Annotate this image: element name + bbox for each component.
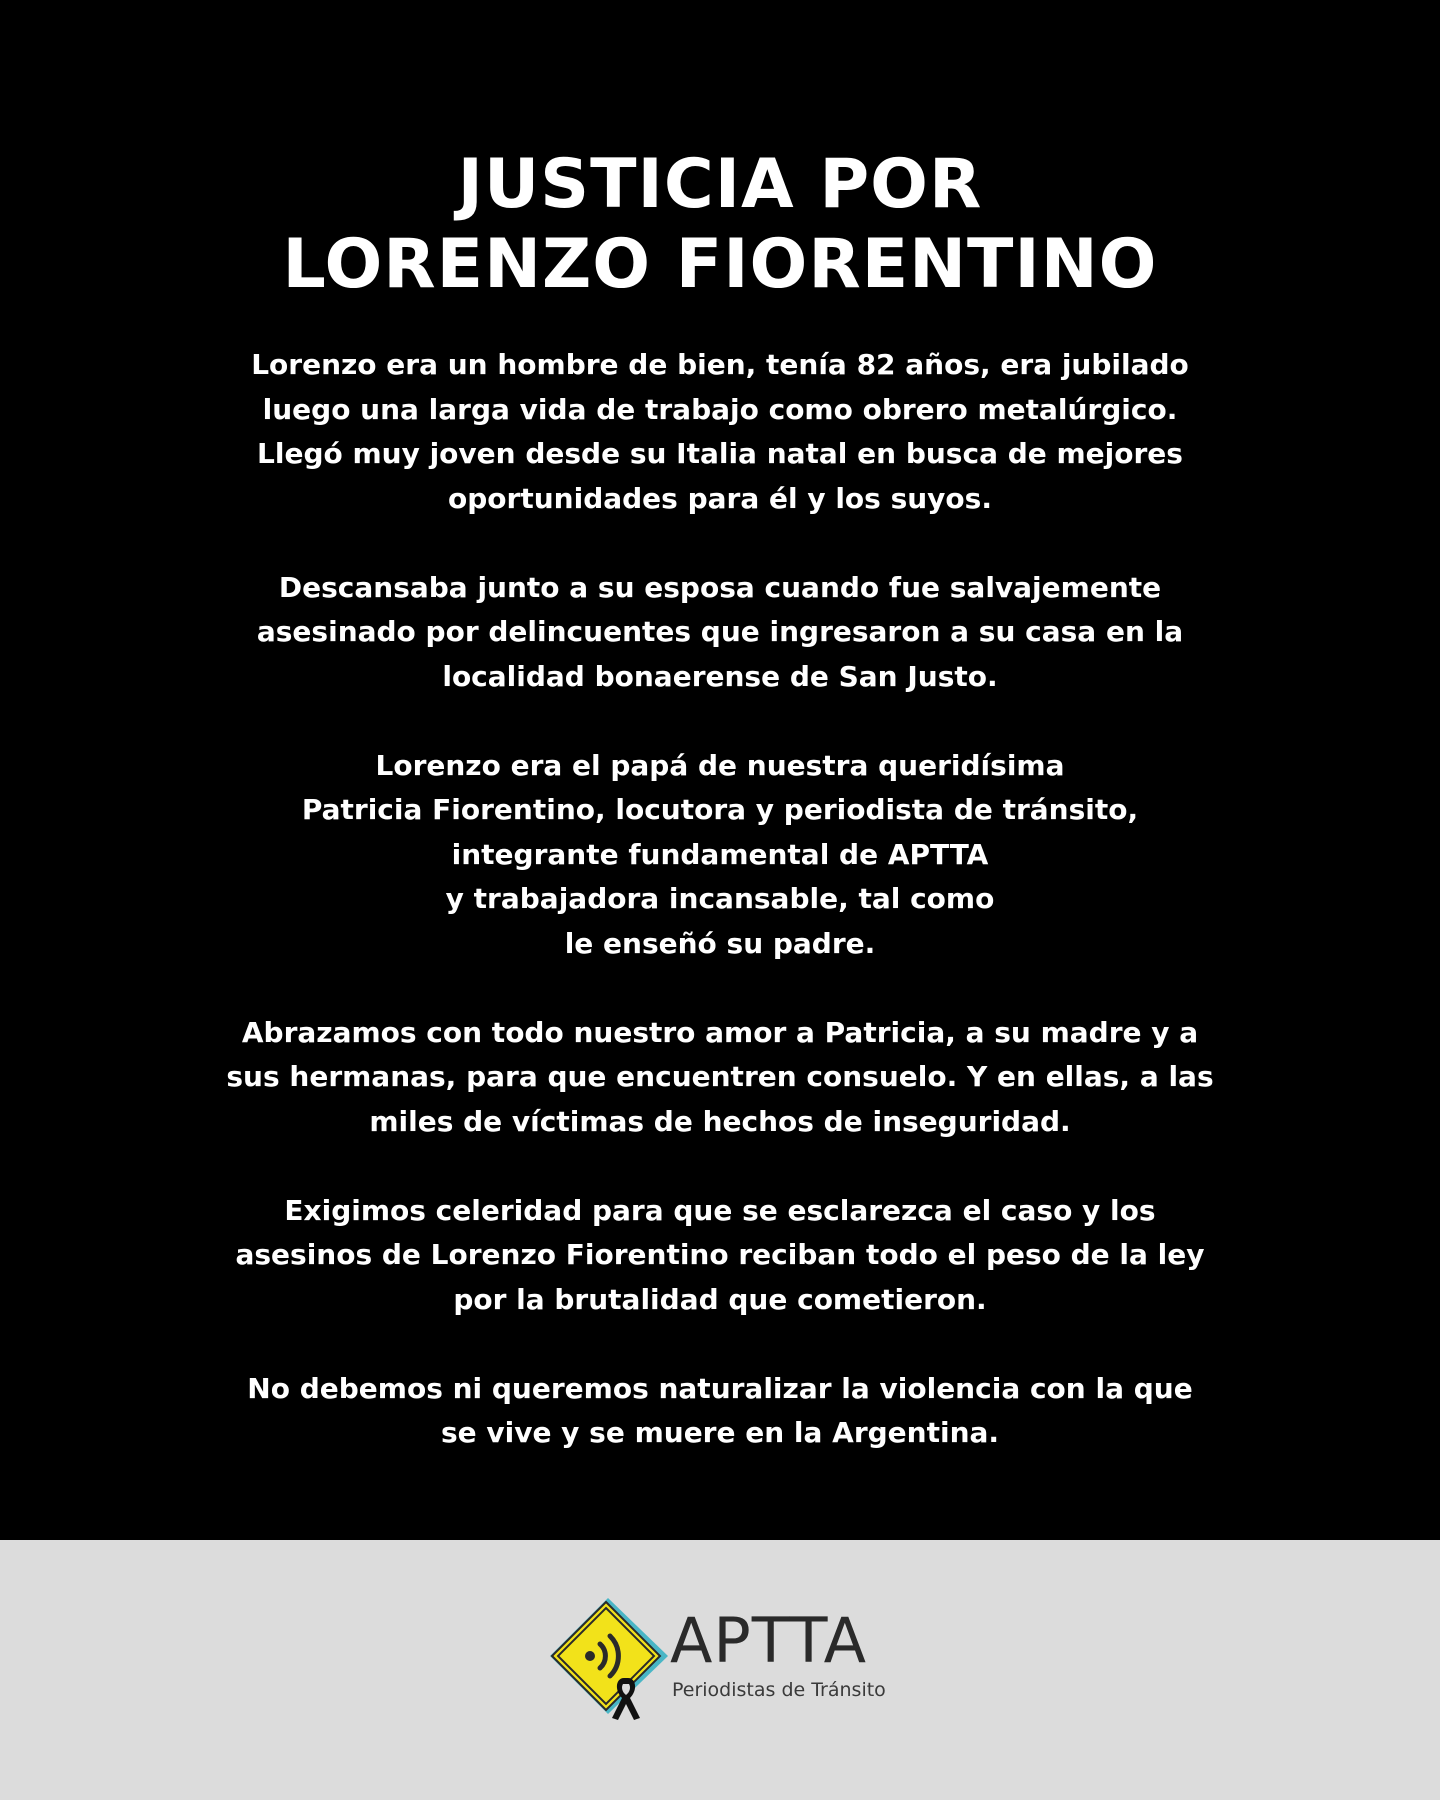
paragraph-line: No debemos ni queremos naturalizar la violencia con la que xyxy=(247,1371,1193,1405)
paragraph-line: le enseñó su padre. xyxy=(564,926,876,960)
paragraph-line: asesinos de Lorenzo Fiorentino reciban todo el peso de la ley xyxy=(235,1238,1205,1271)
paragraph-line: Abrazamos con todo nuestro amor a Patricia, a su madre y a xyxy=(241,1015,1199,1049)
paragraph xyxy=(170,744,1270,967)
paragraph-line: luego una larga vida de trabajo como obrero metalúrgico. xyxy=(262,392,1178,426)
paragraph-line: localidad bonaerense de San Justo. xyxy=(442,659,998,693)
paragraph xyxy=(170,1011,1270,1145)
paragraph-line: asesinado por delincuentes que ingresaron a su casa en la xyxy=(256,615,1184,648)
title-line-1: JUSTICIA POR xyxy=(457,145,983,224)
paragraph xyxy=(170,1189,1270,1323)
paragraph-line: Patricia Fiorentino, locutora y periodista de tránsito, xyxy=(301,793,1139,826)
paragraph-line: integrante fundamental de APTTA xyxy=(451,837,989,871)
logo-tagline: Periodistas de Tránsito xyxy=(672,1679,886,1701)
paragraph-line: miles de víctimas de hechos de inseguridad. xyxy=(369,1104,1071,1138)
paragraph-line: oportunidades para él y los suyos. xyxy=(448,481,992,515)
road-sign-broadcast-icon xyxy=(546,1594,676,1724)
statement-body xyxy=(170,343,1270,1500)
paragraph-line: Lorenzo era un hombre de bien, tenía 82 años, era jubilado xyxy=(251,348,1189,381)
title-line-2: LORENZO FIORENTINO xyxy=(282,225,1158,304)
paragraph xyxy=(170,566,1270,700)
paragraph-line: se vive y se muere en la Argentina. xyxy=(440,1416,1000,1449)
paragraph-line: sus hermanas, para que encuentren consuelo. Y en ellas, a las xyxy=(226,1060,1214,1093)
paragraph-line: Llegó muy joven desde su Italia natal en busca de mejores xyxy=(257,437,1183,470)
paragraph-line: por la brutalidad que cometieron. xyxy=(453,1282,987,1316)
paragraph-line: Exigimos celeridad para que se esclarezca el caso y los xyxy=(284,1193,1156,1227)
aptta-logo xyxy=(546,1594,906,1724)
paragraph xyxy=(170,343,1270,521)
logo-name: APTTA xyxy=(670,1604,868,1677)
paragraph xyxy=(170,1367,1270,1456)
paragraph-line: Descansaba junto a su esposa cuando fue salvajemente xyxy=(278,570,1162,604)
paragraph-line: Lorenzo era el papá de nuestra queridísima xyxy=(375,748,1065,782)
paragraph-line: y trabajadora incansable, tal como xyxy=(445,882,995,915)
poster-title xyxy=(0,145,1440,305)
